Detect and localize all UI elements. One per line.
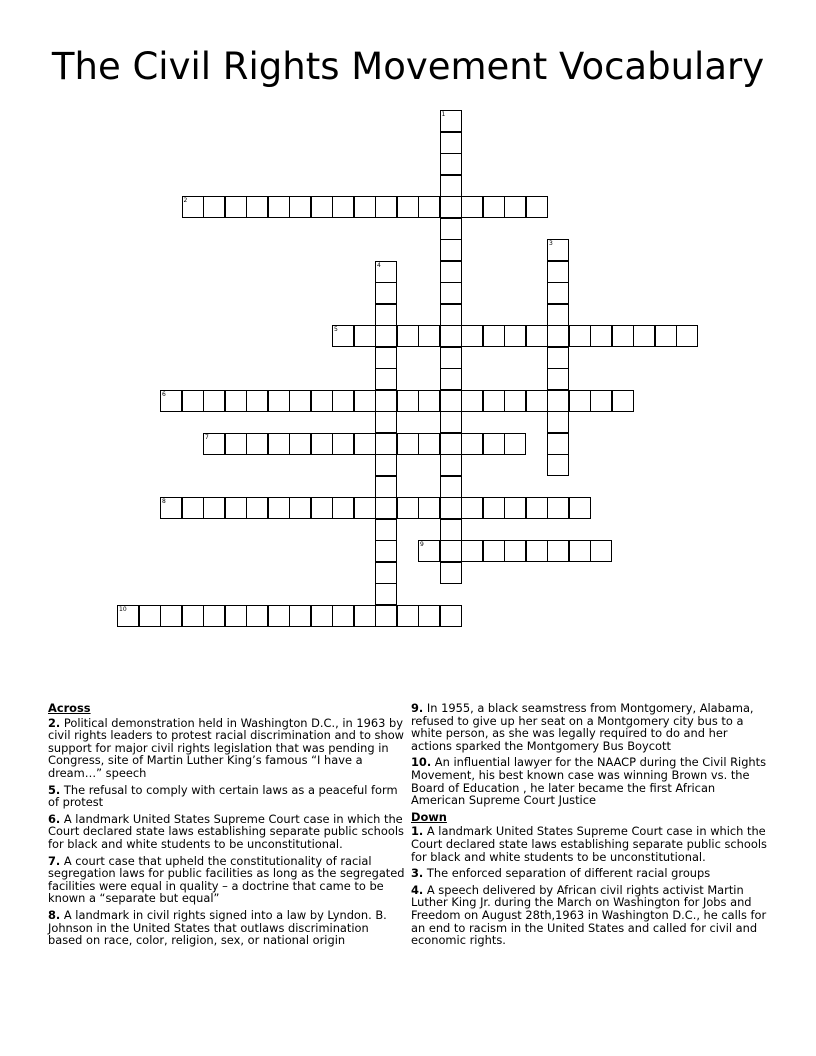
clue-number: 7 xyxy=(205,433,209,441)
grid-cell xyxy=(375,261,397,283)
grid-cell xyxy=(504,325,526,347)
grid-cell xyxy=(483,497,505,519)
down-heading: Down xyxy=(411,809,447,824)
clue-number-label: 5. xyxy=(48,782,61,797)
grid-cell xyxy=(397,605,419,627)
grid-cell xyxy=(440,261,462,283)
grid-cell xyxy=(332,433,354,455)
grid-cell xyxy=(289,196,311,218)
clue-number-label: 3. xyxy=(411,866,424,881)
clue-item xyxy=(48,784,406,809)
clue-item xyxy=(411,867,769,880)
clue-number: 5 xyxy=(334,326,338,333)
grid-cell xyxy=(289,497,311,519)
grid-cell xyxy=(483,540,505,562)
grid-cell xyxy=(440,325,462,347)
grid-cell xyxy=(440,540,462,562)
grid-cell xyxy=(182,497,204,519)
grid-cell xyxy=(418,390,440,412)
across-clue-list-continued xyxy=(411,702,769,807)
grid-cell xyxy=(547,411,569,433)
clue-text: A court case that upheld the constitutionality of racial segregation laws for public facilities as long as the segregated facilities were equal in quality – a doctrine that came to be known a “separate but equal” xyxy=(48,853,405,906)
clue-text: The refusal to comply with certain laws as a peaceful form of protest xyxy=(48,782,398,810)
grid-cell xyxy=(440,218,462,240)
grid-cell xyxy=(440,282,462,304)
grid-cell xyxy=(332,605,354,627)
grid-cell xyxy=(569,325,591,347)
clue-text: A landmark United States Supreme Court case in which the Court declared state laws establishing separate public schools for black and white students to be unconstitutional. xyxy=(48,811,404,851)
grid-cell xyxy=(526,497,548,519)
grid-cell xyxy=(225,497,247,519)
grid-cell xyxy=(483,433,505,455)
grid-cell xyxy=(268,196,290,218)
grid-cell xyxy=(504,433,526,455)
grid-cell xyxy=(612,390,634,412)
grid-cell xyxy=(246,390,268,412)
grid-cell xyxy=(461,325,483,347)
across-clue-list xyxy=(48,717,406,947)
grid-cell xyxy=(311,497,333,519)
clue-number: 2 xyxy=(183,197,188,204)
clue-text: A landmark United States Supreme Court case in which the Court declared state laws establishing separate public schools for black and white students to be unconstitutional. xyxy=(411,824,767,864)
grid-cell xyxy=(375,519,397,541)
grid-cell xyxy=(440,519,462,541)
grid-cell xyxy=(203,497,225,519)
grid-cell xyxy=(375,433,397,455)
clue-text: A landmark in civil rights signed into a law by Lyndon. B. Johnson in the United States that outlaws discrimination based on race, color, religion, sex, or national origin xyxy=(48,907,387,948)
grid-cell xyxy=(375,583,397,605)
grid-cell xyxy=(375,390,397,412)
grid-cell xyxy=(590,540,612,562)
grid-cell xyxy=(354,196,376,218)
grid-cell xyxy=(590,390,612,412)
grid-cell xyxy=(461,433,483,455)
grid-cell xyxy=(375,540,397,562)
grid-cell xyxy=(268,390,290,412)
grid-cell xyxy=(375,562,397,584)
grid-cell xyxy=(440,153,462,175)
grid-cell xyxy=(375,605,397,627)
grid-cell xyxy=(440,368,462,390)
grid-cell xyxy=(375,347,397,369)
page-title: The Civil Rights Movement Vocabulary xyxy=(51,45,765,88)
grid-cell xyxy=(440,497,462,519)
grid-cell xyxy=(676,325,698,347)
grid-cell xyxy=(547,325,569,347)
grid-cell xyxy=(268,605,290,627)
clue-text: In 1955, a black seamstress from Montgomery, Alabama, refused to give up her seat on a Montgomery city bus to a white person, as she was legally required to do and her actions sparked the Montgomery Bus Boycott xyxy=(411,701,754,753)
grid-cell xyxy=(590,325,612,347)
grid-cell xyxy=(461,497,483,519)
grid-cell xyxy=(203,433,225,455)
grid-cell xyxy=(268,433,290,455)
clue-number-label: 8. xyxy=(48,907,61,922)
grid-cell xyxy=(440,454,462,476)
grid-cell xyxy=(332,196,354,218)
grid-cell xyxy=(375,196,397,218)
grid-cell xyxy=(440,476,462,498)
grid-cell xyxy=(440,605,462,627)
grid-cell xyxy=(547,282,569,304)
clue-number: 8 xyxy=(162,498,166,505)
grid-cell xyxy=(182,196,204,218)
grid-cell xyxy=(246,497,268,519)
clue-number-label: 6. xyxy=(48,811,61,826)
clue-number: 6 xyxy=(162,390,166,398)
grid-cell xyxy=(547,390,569,412)
grid-cell xyxy=(311,433,333,455)
clue-item xyxy=(411,702,769,752)
grid-cell xyxy=(633,325,655,347)
grid-cell xyxy=(504,390,526,412)
grid-cell xyxy=(483,196,505,218)
grid-cell xyxy=(354,497,376,519)
grid-cell xyxy=(547,304,569,326)
grid-cell xyxy=(440,239,462,261)
grid-cell xyxy=(117,605,139,627)
clue-item xyxy=(411,884,769,947)
grid-cell xyxy=(440,110,462,132)
clue-text: The enforced separation of different racial groups xyxy=(423,866,711,881)
grid-cell xyxy=(418,325,440,347)
grid-cell xyxy=(418,540,440,562)
clue-item xyxy=(48,717,406,780)
grid-cell xyxy=(569,540,591,562)
grid-cell xyxy=(246,605,268,627)
grid-cell xyxy=(483,325,505,347)
clue-column-left xyxy=(48,702,406,951)
clue-text: A speech delivered by African civil rights activist Martin Luther King Jr. during the March on Washington for Jobs and Freedom on August 28th,1963 in Washington D.C., he calls for an end to racism in the United States and called for civil and economic rights. xyxy=(411,882,767,948)
clue-number-label: 4. xyxy=(411,882,424,897)
grid-cell xyxy=(375,304,397,326)
across-heading: Across xyxy=(48,701,91,715)
grid-cell xyxy=(461,390,483,412)
grid-cell xyxy=(397,196,419,218)
grid-cell xyxy=(354,390,376,412)
grid-cell xyxy=(246,433,268,455)
grid-cell xyxy=(397,433,419,455)
grid-cell xyxy=(418,497,440,519)
grid-cell xyxy=(547,239,569,261)
grid-cell xyxy=(440,196,462,218)
clue-text: Political demonstration held in Washington D.C., in 1963 by civil rights leaders to protest racial discrimination and to show support for major civil rights legislation that was pending in Congress, site of Martin Luther King’s famous “I have a dream…” speech xyxy=(48,715,404,780)
grid-cell xyxy=(547,368,569,390)
grid-cell xyxy=(203,390,225,412)
clue-number-label: 2. xyxy=(48,715,61,730)
clue-number: 1 xyxy=(441,111,446,118)
grid-cell xyxy=(504,497,526,519)
grid-cell xyxy=(225,390,247,412)
grid-cell xyxy=(139,605,161,627)
clue-item xyxy=(411,825,769,863)
grid-cell xyxy=(311,390,333,412)
grid-cell xyxy=(461,196,483,218)
grid-cell xyxy=(612,325,634,347)
grid-cell xyxy=(332,325,354,347)
clue-number-label: 9. xyxy=(411,701,424,715)
grid-cell xyxy=(225,196,247,218)
grid-cell xyxy=(354,433,376,455)
grid-cell xyxy=(569,390,591,412)
grid-cell xyxy=(375,368,397,390)
grid-cell xyxy=(547,347,569,369)
grid-cell xyxy=(547,454,569,476)
grid-cell xyxy=(332,390,354,412)
grid-cell xyxy=(526,540,548,562)
grid-cell xyxy=(375,476,397,498)
clue-text: An influential lawyer for the NAACP during the Civil Rights Movement, his best known case was winning Brown vs. the Board of Education , he later became the first African American Supreme Court Justice xyxy=(411,755,767,808)
grid-cell xyxy=(375,325,397,347)
clue-item xyxy=(48,813,406,851)
grid-cell xyxy=(547,540,569,562)
grid-cell xyxy=(332,497,354,519)
clue-number: 3 xyxy=(549,240,553,247)
grid-cell xyxy=(246,196,268,218)
down-clue-list xyxy=(411,825,769,946)
grid-cell xyxy=(203,605,225,627)
grid-cell xyxy=(160,605,182,627)
grid-cell xyxy=(160,390,182,412)
grid-cell xyxy=(203,196,225,218)
grid-cell xyxy=(375,411,397,433)
grid-cell xyxy=(182,390,204,412)
clue-number-label: 7. xyxy=(48,853,61,868)
clue-item xyxy=(411,756,769,806)
grid-cell xyxy=(418,196,440,218)
grid-cell xyxy=(483,390,505,412)
grid-cell xyxy=(182,605,204,627)
grid-cell xyxy=(440,390,462,412)
grid-cell xyxy=(311,605,333,627)
grid-cell xyxy=(440,304,462,326)
grid-cell xyxy=(397,497,419,519)
grid-cell xyxy=(418,433,440,455)
clue-column-right xyxy=(411,702,769,951)
grid-cell xyxy=(440,411,462,433)
grid-cell xyxy=(440,347,462,369)
grid-cell xyxy=(440,175,462,197)
grid-cell xyxy=(268,497,290,519)
clue-number-label: 10. xyxy=(411,755,432,770)
grid-cell xyxy=(440,132,462,154)
grid-cell xyxy=(397,325,419,347)
grid-cell xyxy=(225,605,247,627)
grid-cell xyxy=(354,325,376,347)
grid-cell xyxy=(397,390,419,412)
grid-cell xyxy=(354,605,376,627)
grid-cell xyxy=(418,605,440,627)
grid-cell xyxy=(375,454,397,476)
grid-cell xyxy=(375,497,397,519)
clue-number: 9 xyxy=(420,541,424,548)
grid-cell xyxy=(655,325,677,347)
clue-number: 10 xyxy=(119,605,127,613)
grid-cell xyxy=(569,497,591,519)
grid-cell xyxy=(160,497,182,519)
grid-cell xyxy=(289,605,311,627)
grid-cell xyxy=(526,196,548,218)
grid-cell xyxy=(547,261,569,283)
clue-item xyxy=(48,909,406,947)
grid-cell xyxy=(375,282,397,304)
grid-cell xyxy=(440,433,462,455)
clue-number: 4 xyxy=(377,261,381,269)
grid-cell xyxy=(526,325,548,347)
grid-cell xyxy=(440,562,462,584)
grid-cell xyxy=(289,390,311,412)
grid-cell xyxy=(461,540,483,562)
grid-cell xyxy=(504,540,526,562)
grid-cell xyxy=(504,196,526,218)
grid-cell xyxy=(547,433,569,455)
grid-cell xyxy=(526,390,548,412)
grid-cell xyxy=(289,433,311,455)
clue-item xyxy=(48,855,406,905)
clue-number-label: 1. xyxy=(411,824,424,839)
grid-cell xyxy=(311,196,333,218)
grid-cell xyxy=(225,433,247,455)
grid-cell xyxy=(547,497,569,519)
